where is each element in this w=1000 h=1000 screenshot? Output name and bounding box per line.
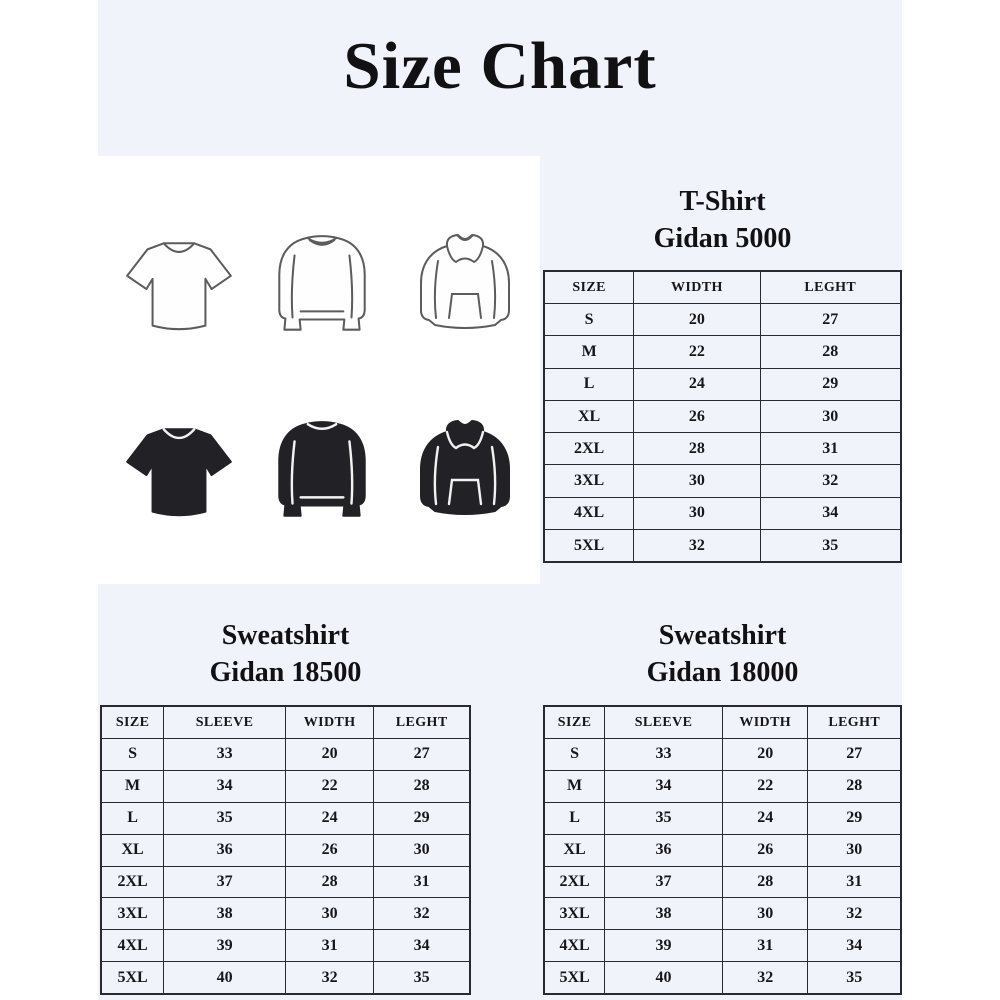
column-header: LEGHT	[808, 706, 901, 739]
table-row	[544, 433, 901, 465]
value-cell: 35	[164, 802, 286, 834]
size-cell: S	[101, 739, 164, 771]
value-cell: 22	[634, 336, 760, 368]
value-cell: 31	[760, 433, 901, 465]
tshirt-title-line2: Gidan 5000	[653, 223, 792, 254]
sweatshirt-18000-title-line2: Gidan 18000	[646, 657, 799, 688]
value-cell: 26	[722, 834, 807, 866]
table-row	[101, 834, 470, 866]
value-cell: 20	[722, 739, 807, 771]
column-header: LEGHT	[760, 271, 901, 304]
value-cell: 31	[808, 866, 901, 898]
hoodie-filled-icon	[404, 417, 526, 529]
value-cell: 32	[285, 962, 373, 994]
sweatshirt-18000-title-line1: Sweatshirt	[658, 620, 787, 651]
table-row	[544, 770, 901, 802]
size-cell: XL	[544, 400, 634, 432]
value-cell: 30	[634, 497, 760, 529]
table-row	[544, 739, 901, 771]
table-row	[101, 770, 470, 802]
tshirt-section-title	[543, 183, 902, 257]
table-header-row	[544, 271, 901, 304]
value-cell: 22	[285, 770, 373, 802]
column-header: SIZE	[544, 271, 634, 304]
size-cell: 3XL	[544, 898, 605, 930]
value-cell: 37	[605, 866, 723, 898]
table-row	[101, 962, 470, 994]
value-cell: 34	[808, 930, 901, 962]
table-row	[544, 530, 901, 563]
size-cell: 3XL	[544, 465, 634, 497]
value-cell: 32	[808, 898, 901, 930]
value-cell: 26	[285, 834, 373, 866]
table-row	[544, 400, 901, 432]
value-cell: 36	[164, 834, 286, 866]
size-cell: XL	[544, 834, 605, 866]
value-cell: 34	[374, 930, 470, 962]
table-row	[544, 930, 901, 962]
size-cell: 4XL	[101, 930, 164, 962]
value-cell: 36	[605, 834, 723, 866]
value-cell: 29	[760, 368, 901, 400]
column-header: WIDTH	[285, 706, 373, 739]
value-cell: 38	[164, 898, 286, 930]
table-row	[544, 898, 901, 930]
tshirt-size-table	[543, 270, 902, 563]
table-row	[544, 368, 901, 400]
column-header: SIZE	[101, 706, 164, 739]
sweatshirt-18500-title-line1: Sweatshirt	[221, 620, 350, 651]
value-cell: 28	[634, 433, 760, 465]
value-cell: 28	[722, 866, 807, 898]
value-cell: 30	[722, 898, 807, 930]
size-cell: 2XL	[544, 433, 634, 465]
value-cell: 32	[374, 898, 470, 930]
size-cell: 5XL	[544, 530, 634, 563]
size-cell: L	[544, 802, 605, 834]
size-cell: XL	[101, 834, 164, 866]
size-cell: L	[544, 368, 634, 400]
value-cell: 26	[634, 400, 760, 432]
size-cell: 2XL	[544, 866, 605, 898]
value-cell: 27	[760, 304, 901, 336]
value-cell: 27	[374, 739, 470, 771]
value-cell: 34	[605, 770, 723, 802]
value-cell: 29	[808, 802, 901, 834]
column-header: SLEEVE	[164, 706, 286, 739]
value-cell: 35	[760, 530, 901, 563]
value-cell: 30	[760, 400, 901, 432]
value-cell: 28	[285, 866, 373, 898]
table-row	[101, 930, 470, 962]
sweatshirt-18000-section-title	[543, 617, 902, 691]
table-row	[544, 866, 901, 898]
page-title: Size Chart	[343, 29, 657, 103]
value-cell: 32	[760, 465, 901, 497]
table-header-row	[101, 706, 470, 739]
sweatshirt-18500-section-title	[100, 617, 471, 691]
value-cell: 31	[285, 930, 373, 962]
table-header-row	[544, 706, 901, 739]
t-shirt-outline-icon	[118, 231, 240, 343]
value-cell: 24	[722, 802, 807, 834]
value-cell: 31	[722, 930, 807, 962]
value-cell: 20	[634, 304, 760, 336]
table-row	[101, 739, 470, 771]
value-cell: 35	[374, 962, 470, 994]
table-row	[544, 802, 901, 834]
value-cell: 32	[634, 530, 760, 563]
column-header: WIDTH	[722, 706, 807, 739]
table-row	[544, 834, 901, 866]
table-row	[101, 802, 470, 834]
sweatshirt-filled-icon	[261, 417, 383, 529]
value-cell: 35	[808, 962, 901, 994]
sweatshirt-18500-size-table	[100, 705, 471, 995]
column-header: SIZE	[544, 706, 605, 739]
size-cell: M	[544, 336, 634, 368]
value-cell: 34	[760, 497, 901, 529]
table-row	[544, 962, 901, 994]
sweatshirt-18000-size-table	[543, 705, 902, 995]
value-cell: 31	[374, 866, 470, 898]
value-cell: 39	[164, 930, 286, 962]
value-cell: 29	[374, 802, 470, 834]
column-header: LEGHT	[374, 706, 470, 739]
value-cell: 34	[164, 770, 286, 802]
value-cell: 24	[285, 802, 373, 834]
value-cell: 33	[605, 739, 723, 771]
value-cell: 20	[285, 739, 373, 771]
tshirt-title-line1: T-Shirt	[679, 186, 766, 217]
value-cell: 39	[605, 930, 723, 962]
value-cell: 30	[285, 898, 373, 930]
value-cell: 30	[634, 465, 760, 497]
size-cell: 5XL	[544, 962, 605, 994]
column-header: WIDTH	[634, 271, 760, 304]
value-cell: 37	[164, 866, 286, 898]
size-cell: 5XL	[101, 962, 164, 994]
size-cell: 4XL	[544, 930, 605, 962]
table-row	[101, 898, 470, 930]
table-row	[544, 465, 901, 497]
size-cell: 2XL	[101, 866, 164, 898]
column-header: SLEEVE	[605, 706, 723, 739]
sweatshirt-outline-icon	[261, 231, 383, 343]
size-cell: S	[544, 304, 634, 336]
value-cell: 35	[605, 802, 723, 834]
value-cell: 24	[634, 368, 760, 400]
value-cell: 32	[722, 962, 807, 994]
t-shirt-filled-icon	[118, 417, 240, 529]
value-cell: 38	[605, 898, 723, 930]
value-cell: 28	[374, 770, 470, 802]
table-row	[544, 497, 901, 529]
sweatshirt-18500-title-line2: Gidan 18500	[209, 657, 362, 688]
size-cell: L	[101, 802, 164, 834]
value-cell: 28	[808, 770, 901, 802]
value-cell: 27	[808, 739, 901, 771]
table-row	[544, 336, 901, 368]
value-cell: 40	[164, 962, 286, 994]
size-cell: M	[544, 770, 605, 802]
table-row	[544, 304, 901, 336]
size-cell: S	[544, 739, 605, 771]
value-cell: 33	[164, 739, 286, 771]
value-cell: 30	[808, 834, 901, 866]
value-cell: 30	[374, 834, 470, 866]
size-cell: 3XL	[101, 898, 164, 930]
size-cell: 4XL	[544, 497, 634, 529]
value-cell: 40	[605, 962, 723, 994]
hoodie-outline-icon	[404, 231, 526, 343]
value-cell: 22	[722, 770, 807, 802]
table-row	[101, 866, 470, 898]
garment-image-panel	[98, 156, 540, 584]
size-cell: M	[101, 770, 164, 802]
value-cell: 28	[760, 336, 901, 368]
